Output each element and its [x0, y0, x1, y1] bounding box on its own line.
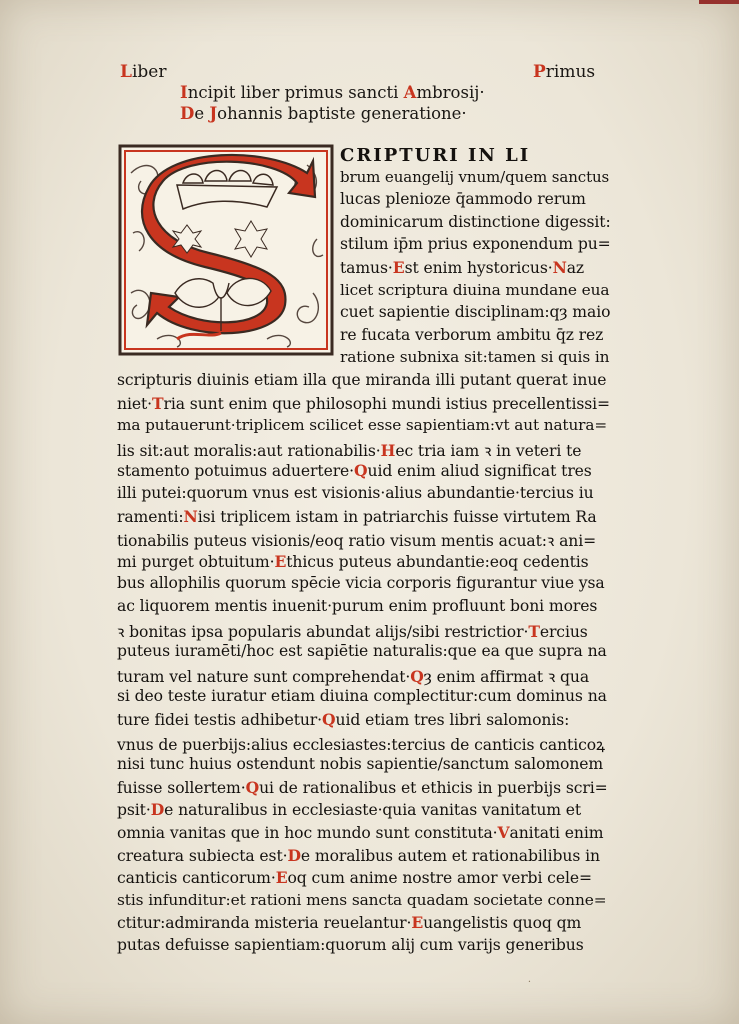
text-line: mi purget obtuitum·Ethicus puteus abundantie:eoq cedentis — [117, 551, 589, 571]
incipit-text-2: e — [194, 104, 210, 123]
text-line: canticis canticorum·Eoq cum anime nostre amor verbi cele= — [117, 868, 592, 888]
running-head-right-initial: P — [533, 62, 546, 82]
rubric-capital: N — [183, 506, 198, 526]
incipit-initial-1: I — [180, 83, 188, 102]
incipit — [180, 82, 485, 124]
text-line: stilum ip̄m prius exponendum pu= — [340, 235, 611, 254]
rubric-capital: T — [151, 393, 164, 413]
text-line: stis infunditur:et rationi mens sancta quadam societate conne= — [117, 890, 607, 909]
rubric-capital: Q — [322, 710, 336, 729]
incipit-text-1: ncipit liber primus sancti — [187, 83, 404, 102]
text-line: ac liquorem mentis inuenit·purum enim profluunt boni mores — [117, 597, 598, 615]
rubric-capital: Q — [245, 777, 260, 797]
incipit-line-2 — [180, 103, 485, 124]
heading-line: CRIPTURI IN LI — [340, 145, 531, 166]
text-line: creatura subiecta est·De moralibus autem et rationabilibus in — [117, 845, 600, 865]
running-head-left-text: iber — [131, 62, 167, 82]
rubric-capital: V — [497, 823, 510, 842]
incipit-rest-1: mbrosij· — [416, 83, 485, 102]
text-line: stamento potuimus aduertere·Quid enim aliud significat tres — [117, 461, 592, 481]
rubric-capital: D — [150, 800, 165, 820]
rubric-capital: Q — [410, 666, 424, 686]
incipit-red-1: A — [403, 83, 417, 102]
text-line: vnus de puerbijs:alius ecclesiastes:tercius de canticis canticoꝝ — [117, 735, 605, 754]
incipit-red-2: J — [209, 104, 218, 123]
text-line: re fucata verborum ambitu q̄z rez — [340, 325, 604, 344]
text-line: lucas plenioze q̄ammodo rerum — [340, 190, 586, 209]
running-head-left — [120, 62, 166, 82]
text-line: ramenti:Nisi triplicem istam in patriarchis fuisse virtutem Ra — [117, 506, 597, 526]
incipit-initial-2: D — [180, 104, 195, 123]
text-line: licet scriptura diuina mundane eua — [340, 280, 610, 299]
text-line: psit·De naturalibus in ecclesiaste·quia vanitas vanitatum et — [117, 800, 582, 820]
text-line: brum euangelij vnum/quem sanctus — [340, 167, 610, 186]
text-line: bus allophilis quorum spēcie vicia corporis figurantur viue ysa — [117, 574, 605, 593]
text-line: turam vel nature sunt comprehendat·Qȝ enim affirmat ꝛ qua — [117, 666, 590, 686]
text-line: omnia vanitas que in hoc mundo sunt constituta·Vanitati enim — [117, 823, 604, 842]
incipit-rest-2: ohannis baptiste generatione· — [217, 104, 467, 123]
rubric-capital: H — [380, 440, 396, 460]
text-line: lis sit:aut moralis:aut rationabilis·Hec tria iam ꝛ in veteri te — [117, 440, 582, 460]
text-line: si deo teste iuratur etiam diuina complectitur:cum dominus na — [117, 687, 607, 706]
running-head-left-initial: L — [120, 62, 132, 82]
decorated-initial-s-icon — [117, 143, 335, 357]
text-line: ꝛ bonitas ipsa popularis abundat alijs/sibi restrictior·Tercius — [117, 621, 588, 641]
incipit-line-1 — [180, 82, 485, 103]
text-line: scripturis diuinis etiam illa que miranda illi putant querat inue — [117, 371, 607, 389]
text-line: tionabilis puteus visionis/eoq ratio visum mentis acuat:ꝛ ani= — [117, 532, 597, 551]
rubric-capital: N — [552, 258, 567, 277]
rubric-capital: E — [274, 551, 287, 571]
rubric-capital: E — [411, 913, 424, 933]
text-line: cuet sapientie disciplinam:qȝ maio — [340, 303, 611, 322]
rubric-capital: E — [392, 258, 405, 277]
text-line: tamus·Est enim hystoricus·Naz — [340, 258, 585, 277]
rubric-capital: E — [275, 868, 288, 888]
running-head-right — [533, 62, 595, 82]
text-line: ture fidei testis adhibetur·Quid etiam tres libri salomonis: — [117, 710, 570, 729]
rubric-capital: T — [528, 621, 540, 641]
text-line: illi putei:quorum vnus est visionis·alius abundantie·tercius iu — [117, 484, 594, 502]
margin-mark: · — [527, 977, 531, 988]
text-line: ratione subnixa sit:tamen si quis in — [340, 348, 610, 367]
text-line: ma putauerunt·triplicem scilicet esse sapientiam:vt aut natura= — [117, 416, 608, 435]
running-head-right-text: rimus — [545, 62, 596, 82]
text-line: niet·Tria sunt enim que philosophi mundi istius precellentissi= — [117, 393, 610, 413]
decorated-initial — [117, 143, 335, 357]
corner-ribbon — [699, 0, 739, 4]
text-line: dominicarum distinctione digessit: — [340, 212, 611, 231]
text-line: fuisse sollertem·Qui de rationalibus et ethicis in puerbijs scri= — [117, 777, 608, 797]
rubric-capital: D — [287, 845, 301, 865]
rubric-capital: Q — [354, 461, 368, 481]
text-line: putas defuisse sapientiam:quorum alij cum varijs generibus — [117, 936, 584, 954]
text-line: ctitur:admiranda misteria reuelantur·Euangelistis quoq qm — [117, 913, 582, 933]
text-line: puteus iuramēti/hoc est sapiētie naturalis:que ea que supra na — [117, 642, 607, 661]
text-line: nisi tunc huius ostendunt nobis sapientie/sanctum salomonem — [117, 755, 604, 774]
